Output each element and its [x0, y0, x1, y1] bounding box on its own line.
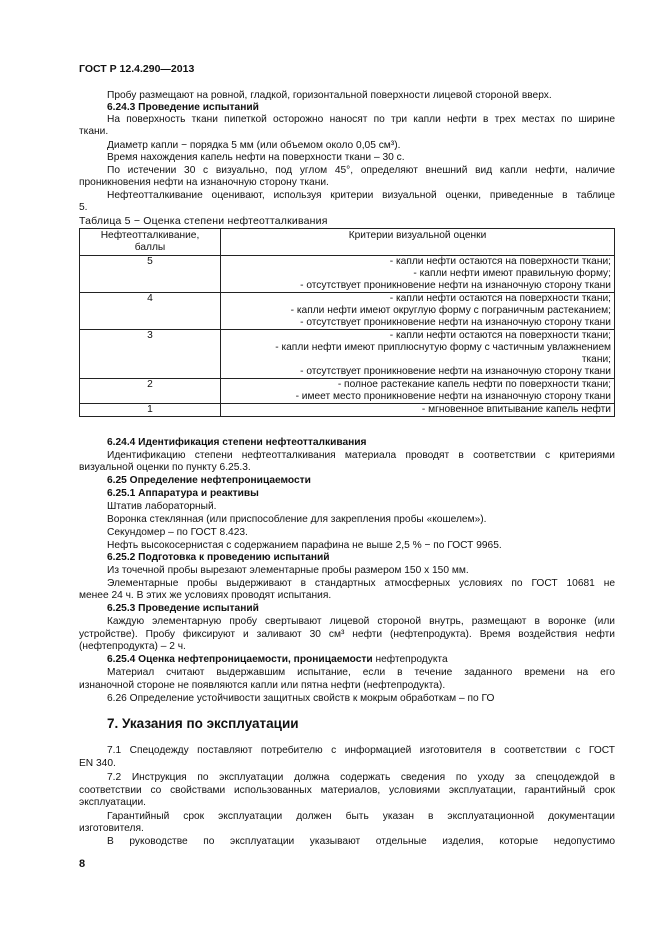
paragraph: ткани.	[79, 126, 109, 137]
subsection-heading: 6.24.4 Идентификация степени нефтеотталкивания	[107, 437, 367, 448]
paragraph: Каждую элементарную пробу свертывают лицевой стороной внутрь, размещают в воронке (или	[107, 616, 615, 627]
paragraph: устройстве). Пробу фиксируют и заливают 30 см³ нефти (нефтепродукта). Время воздействия нефти	[79, 629, 615, 640]
table-row	[80, 256, 615, 293]
table-cell-score: 1	[80, 404, 221, 417]
paragraph: Воронка стеклянная (или приспособление для закрепления пробы «кошелем»).	[107, 514, 487, 525]
paragraph: соответствии со свойствами использованных материалов, условиями эксплуатации, гарантийный срок	[79, 785, 615, 796]
table-cell-criteria: - капли нефти остаются на поверхности ткани; - капли нефти имеют округлую форму с пограничным растеканием; - отсутствует проникновение нефти на изнаночную сторону ткани	[221, 293, 615, 330]
paragraph: (нефтепродукта) – 2 ч.	[79, 641, 186, 652]
paragraph: 6.26 Определение устойчивости защитных свойств к мокрым обработкам – по ГО	[107, 693, 495, 704]
table-cell-criteria: - капли нефти остаются на поверхности ткани; - капли нефти имеют приплюснутую форму с частичным увлажнением ткани; - отсутствует проникновение нефти на изнаночную сторону ткани	[221, 330, 615, 379]
paragraph: По истечении 30 с визуально, под углом 45°, определяют внешний вид капли нефти, наличие	[107, 165, 615, 176]
paragraph: 7.2 Инструкция по эксплуатации должна содержать сведения по уходу за спецодеждой в	[107, 772, 615, 783]
paragraph: Пробу размещают на ровной, гладкой, горизонтальной поверхности лицевой стороной вверх.	[107, 90, 552, 101]
paragraph: Штатив лабораторный.	[107, 501, 217, 512]
paragraph: EN 340.	[79, 758, 116, 769]
table-header-score: Нефтеотталкивание, баллы	[80, 229, 221, 256]
paragraph: Диаметр капли − порядка 5 мм (или объемом около 0,05 см³).	[107, 140, 401, 151]
subsection-heading: 6.25 Определение нефтепроницаемости	[107, 475, 311, 486]
paragraph: Время нахождения капель нефти на поверхности ткани – 30 с.	[107, 152, 405, 163]
table-cell-criteria: - полное растекание капель нефти по поверхности ткани; - имеет место проникновение нефти на изнаночную сторону ткани	[221, 379, 615, 404]
paragraph: проникновения нефти на изнаночную сторону ткани.	[79, 177, 329, 188]
table-cell-criteria: - капли нефти остаются на поверхности ткани; - капли нефти имеют правильную форму; - отсутствует проникновение нефти на изнаночную сторону ткани	[221, 256, 615, 293]
paragraph: В руководстве по эксплуатации указывают отдельные изделия, которые недопустимо	[107, 836, 615, 847]
criteria-table	[79, 228, 615, 417]
subsection-heading: 6.25.3 Проведение испытаний	[107, 603, 259, 614]
paragraph: изготовителя.	[79, 823, 144, 834]
paragraph: Элементарные пробы выдерживают в стандартных атмосферных условиях по ГОСТ 10681 не	[107, 578, 615, 589]
table-cell-criteria: - мгновенное впитывание капель нефти	[221, 404, 615, 417]
section-title: 7. Указания по эксплуатации	[107, 716, 299, 731]
paragraph: эксплуатации.	[79, 797, 147, 808]
paragraph: визуальной оценки по пункту 6.25.3.	[79, 462, 251, 473]
table-row	[80, 379, 615, 404]
page-number: 8	[79, 858, 86, 870]
table-caption: Таблица 5 − Оценка степени нефтеотталкивания	[79, 215, 328, 227]
paragraph: Гарантийный срок эксплуатации должен быть указан в эксплуатационной документации	[107, 811, 615, 822]
page-header-title: ГОСТ Р 12.4.290—2013	[79, 63, 195, 75]
paragraph: менее 24 ч. В этих же условиях проводят испытания.	[79, 590, 332, 601]
table-row	[80, 404, 615, 417]
table-cell-score: 4	[80, 293, 221, 330]
table-header-row	[80, 229, 615, 256]
paragraph: Нефтеотталкивание оценивают, используя критерии визуальной оценки, приведенные в таблице	[107, 190, 615, 201]
table-cell-score: 5	[80, 256, 221, 293]
paragraph: На поверхность ткани пипеткой осторожно наносят по три капли нефти в трех местах по ширине	[107, 114, 615, 125]
paragraph: Материал считают выдержавшим испытание, если в течение заданного времени на его	[107, 667, 615, 678]
paragraph: 7.1 Спецодежду поставляют потребителю с информацией изготовителя в соответствии с ГОСТ	[107, 745, 615, 756]
table-row	[80, 330, 615, 379]
subsection-heading: 6.25.2 Подготовка к проведению испытаний	[107, 552, 330, 563]
paragraph: 5.	[79, 202, 88, 213]
table-header-criteria: Критерии визуальной оценки	[221, 229, 615, 256]
paragraph: Идентификацию степени нефтеотталкивания материала проводят в соответствии с критериями	[107, 450, 615, 461]
paragraph: Секундомер – по ГОСТ 8.423.	[107, 527, 248, 538]
subsection-heading: 6.24.3 Проведение испытаний	[107, 102, 259, 113]
paragraph: Из точечной пробы вырезают элементарные пробы размером 150 х 150 мм.	[107, 565, 469, 576]
table-row	[80, 293, 615, 330]
paragraph: изнаночной стороне не появляются капли или пятна нефти (нефтепродукта).	[79, 680, 446, 691]
subsection-heading-mixed: 6.25.4 Оценка нефтепроницаемости, проницаемости нефтепродукта	[107, 654, 448, 665]
paragraph: Нефть высокосернистая с содержанием парафина не выше 2,5 % − по ГОСТ 9965.	[107, 540, 502, 551]
table-cell-score: 2	[80, 379, 221, 404]
subsection-heading: 6.25.1 Аппаратура и реактивы	[107, 488, 259, 499]
table-cell-score: 3	[80, 330, 221, 379]
